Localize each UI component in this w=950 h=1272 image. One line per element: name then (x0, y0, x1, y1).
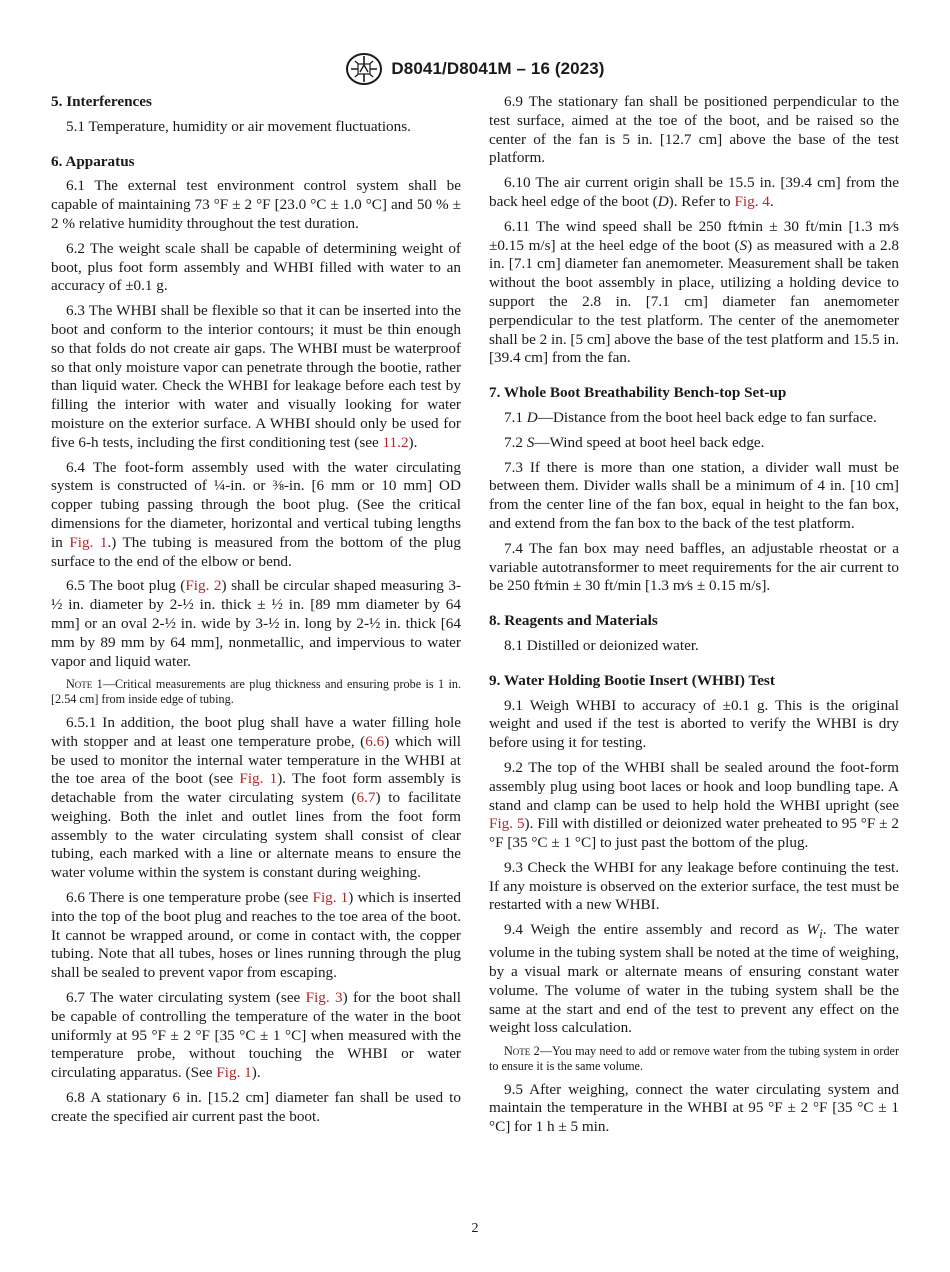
section-6-heading: 6. Apparatus (51, 152, 135, 170)
paragraph-7-1: 7.1 D—Distance from the boot heel back edge to fan surface. (504, 408, 877, 426)
figure-link[interactable]: Fig. 2 (185, 577, 222, 595)
paragraph-6-3: 6.3 The WHBI shall be flexible so that it can be inserted into the boot and conform to the interior contours; it must be thin enough so that folds do not create air gaps. The WHBI must be waterproof so that only moisture vapor can penetrate through the bootie, rather than liquid water. Check the WHBI for leakage before each test by filling the interior with water and visually looking for water moisture on the exterior surface. A WHBI should only be used for five 6-h tests, including the first conditioning test (see 11.2). (51, 302, 461, 451)
paragraph-9-1: 9.1 Weigh WHBI to accuracy of ±0.1 g. This is the original weight and used if the test is aborted to verify the WHBI is dry before using it for testing. (489, 696, 899, 752)
paragraph-6-10: 6.10 The air current origin shall be 15.5 in. [39.4 cm] from the back heel edge of the boot (D). Refer to Fig. 4. (489, 174, 899, 210)
paragraph-6-9: 6.9 The stationary fan shall be positioned perpendicular to the test surface, aimed at the toe of the boot, and be raised so the center of the fan is 5 in. [12.7 cm] above the base of the test platform. (489, 93, 899, 167)
paragraph-8-1: 8.1 Distilled or deionized water. (504, 636, 699, 654)
paragraph-5-1: 5.1 Temperature, humidity or air movement fluctuations. (66, 117, 411, 135)
section-link[interactable]: 6.7 (356, 789, 376, 807)
section-link[interactable]: 6.6 (365, 732, 385, 750)
document-designation: D8041/D8041M – 16 (2023) (391, 59, 605, 78)
figure-link[interactable]: Fig. 1 (216, 1064, 252, 1082)
section-5-heading: 5. Interferences (51, 93, 152, 110)
figure-link[interactable]: Fig. 4 (734, 192, 770, 210)
left-column (51, 93, 461, 1133)
paragraph-9-3: 9.3 Check the WHBI for any leakage before continuing the test. If any moisture is observed on the exterior surface, the test must be restarted with a new WHBI. (489, 858, 899, 914)
paragraph-6-5: 6.5 The boot plug (Fig. 2) shall be circular shaped measuring 3-½ in. diameter by 2-½ in. thick ± ½ in. [89 mm diameter by 64 mm] or an oval 2-½ in. wide by 3-½ in. long by 2-½ in. thick [64 mm by 89 mm by 64 mm], nonmetallic, and impervious to water vapor and liquid water. (51, 577, 462, 670)
figure-link[interactable]: Fig. 5 (489, 815, 525, 833)
paragraph-7-4: 7.4 The fan box may need baffles, an adjustable rheostat or a variable autotransformer to meet requirements for the air current to be 250 ft⁄min ± 30 ft/min [1.3 m⁄s ± 0.15 m/s]. (489, 539, 899, 595)
paragraph-9-5: 9.5 After weighing, connect the water circulating system and maintain the temperature in the WHBI at 95 °F ± 2 °F [35 °C ± 1 °C] for 1 h ± 5 min. (489, 1080, 899, 1136)
page-number: 2 (471, 1221, 479, 1236)
note-2: Note 2—You may need to add or remove water from the tubing system in order to ensure it is the same volume. (489, 1044, 900, 1073)
section-7-heading: 7. Whole Boot Breathability Bench-top Set-up (489, 384, 787, 402)
section-8-heading: 8. Reagents and Materials (489, 612, 658, 630)
paragraph-7-3: 7.3 If there is more than one station, a divider wall must be between them. Divider walls shall be a minimum of 4 in. [10 cm] from the center line of the fan box, equal in height to the fan box, and extend from the fan box to the back of the test platform. (489, 458, 899, 532)
page-header (0, 52, 950, 86)
astm-logo-icon (345, 52, 383, 86)
section-link[interactable]: 11.2 (382, 433, 409, 451)
paragraph-9-2: 9.2 The top of the WHBI shall be sealed around the foot-form assembly plug using boot laces or hook and loop bundling tape. A stand and clamp can be used to help hold the WHBI upright (see Fig. 5). Fill with distilled or deionized water preheated to 95 °F ± 2 °F [35 °C ± 1 °C] to just past the bottom of the plug. (489, 758, 899, 852)
figure-link[interactable]: Fig. 3 (305, 989, 343, 1007)
paragraph-7-2: 7.2 S—Wind speed at boot heel back edge. (504, 433, 765, 451)
note-1: Note 1—Critical measurements are plug thickness and ensuring probe is 1 in. [2.54 cm] from inside edge of tubing. (51, 677, 461, 707)
section-9-heading: 9. Water Holding Bootie Insert (WHBI) Test (489, 671, 775, 689)
paragraph-6-7: 6.7 The water circulating system (see Fig. 3) for the boot shall be capable of controlling the temperature of the water in the boot uniformly at 95 °F ± 2 °F [35 °C ± 1 °C] when measured with the temperature probe, without touching the WHBI or water circulating apparatus. (See Fig. 1). (51, 989, 461, 1082)
paragraph-6-2: 6.2 The weight scale shall be capable of determining weight of boot, plus foot form assembly and WHBI filled with water to an accuracy of ±0.1 g. (51, 239, 461, 295)
figure-link[interactable]: Fig. 1 (239, 770, 278, 788)
figure-link[interactable]: Fig. 1 (69, 533, 108, 551)
right-column (489, 93, 899, 1143)
paragraph-6-11: 6.11 The wind speed shall be 250 ft⁄min ± 30 ft/min [1.3 m⁄s ±0.15 m/s] at the heel edge of the boot (S) as measured with a 2.8 in. [7.1 cm] diameter fan anemometer. Measurement shall be taken without the boot assembly in place, utilizing a holding device to support the 2.8 in. [7.1 cm] diameter fan anemometer perpendicular to the test platform. The center of the anemometer shall be 2 in. [5 cm] above the base of the test platform and 15.5 in. [39.4 cm] from the fan. (489, 217, 899, 367)
paragraph-9-4: 9.4 Weigh the entire assembly and record as $W_i$. The water volume in the tubing system shall be noted at the time of weighing, by a visual mark or alternate means of ensuring constant water volume. The volume of water in the tubing system shall be the same at the start and end of the test to prevent any effect on the weight loss calculation. (489, 921, 899, 1037)
paragraph-6-6: 6.6 There is one temperature probe (see Fig. 1) which is inserted into the top of the boot plug and reaches to the toe area of the boot. It cannot be wrapped around, or come in contact with, the copper tubing. Note that all tubes, hoses or lines running through the plug shall be sealed to prevent vapor from escaping. (51, 889, 461, 982)
paragraph-6-5-1: 6.5.1 In addition, the boot plug shall have a water filling hole with stopper and at least one temperature probe, (6.6) which will be used to monitor the internal water temperature in the WHBI at the toe area of the boot (see Fig. 1). The foot form assembly is detachable from the water circulating system (6.7) to facilitate weighing. Both the inlet and outlet lines from the foot form assembly to the water circulating system shall consist of clear tubing, each marked with a line or alternate means to ensure the water volume within the system is constant during weighing. (51, 713, 461, 882)
paragraph-6-4: 6.4 The foot-form assembly used with the water circulating system is constructed of ¼-in. or ⅜-in. [6 mm or 10 mm] OD copper tubing passing through the boot plug. (See the critical dimensions for the diameter, horizontal and vertical tubing lengths in Fig. 1.) The tubing is measured from the bottom of the plug surface to the end of the elbow or bend. (51, 458, 461, 570)
paragraph-6-8: 6.8 A stationary 6 in. [15.2 cm] diameter fan shall be used to create the specified air current past the boot. (51, 1089, 461, 1125)
paragraph-6-1: 6.1 The external test environment control system shall be capable of maintaining 73 °F ± 2 °F [23.0 °C ± 1.0 °C] and 50 % ± 2 % relative humidity throughout the test duration. (51, 177, 461, 232)
figure-link[interactable]: Fig. 1 (312, 889, 349, 907)
